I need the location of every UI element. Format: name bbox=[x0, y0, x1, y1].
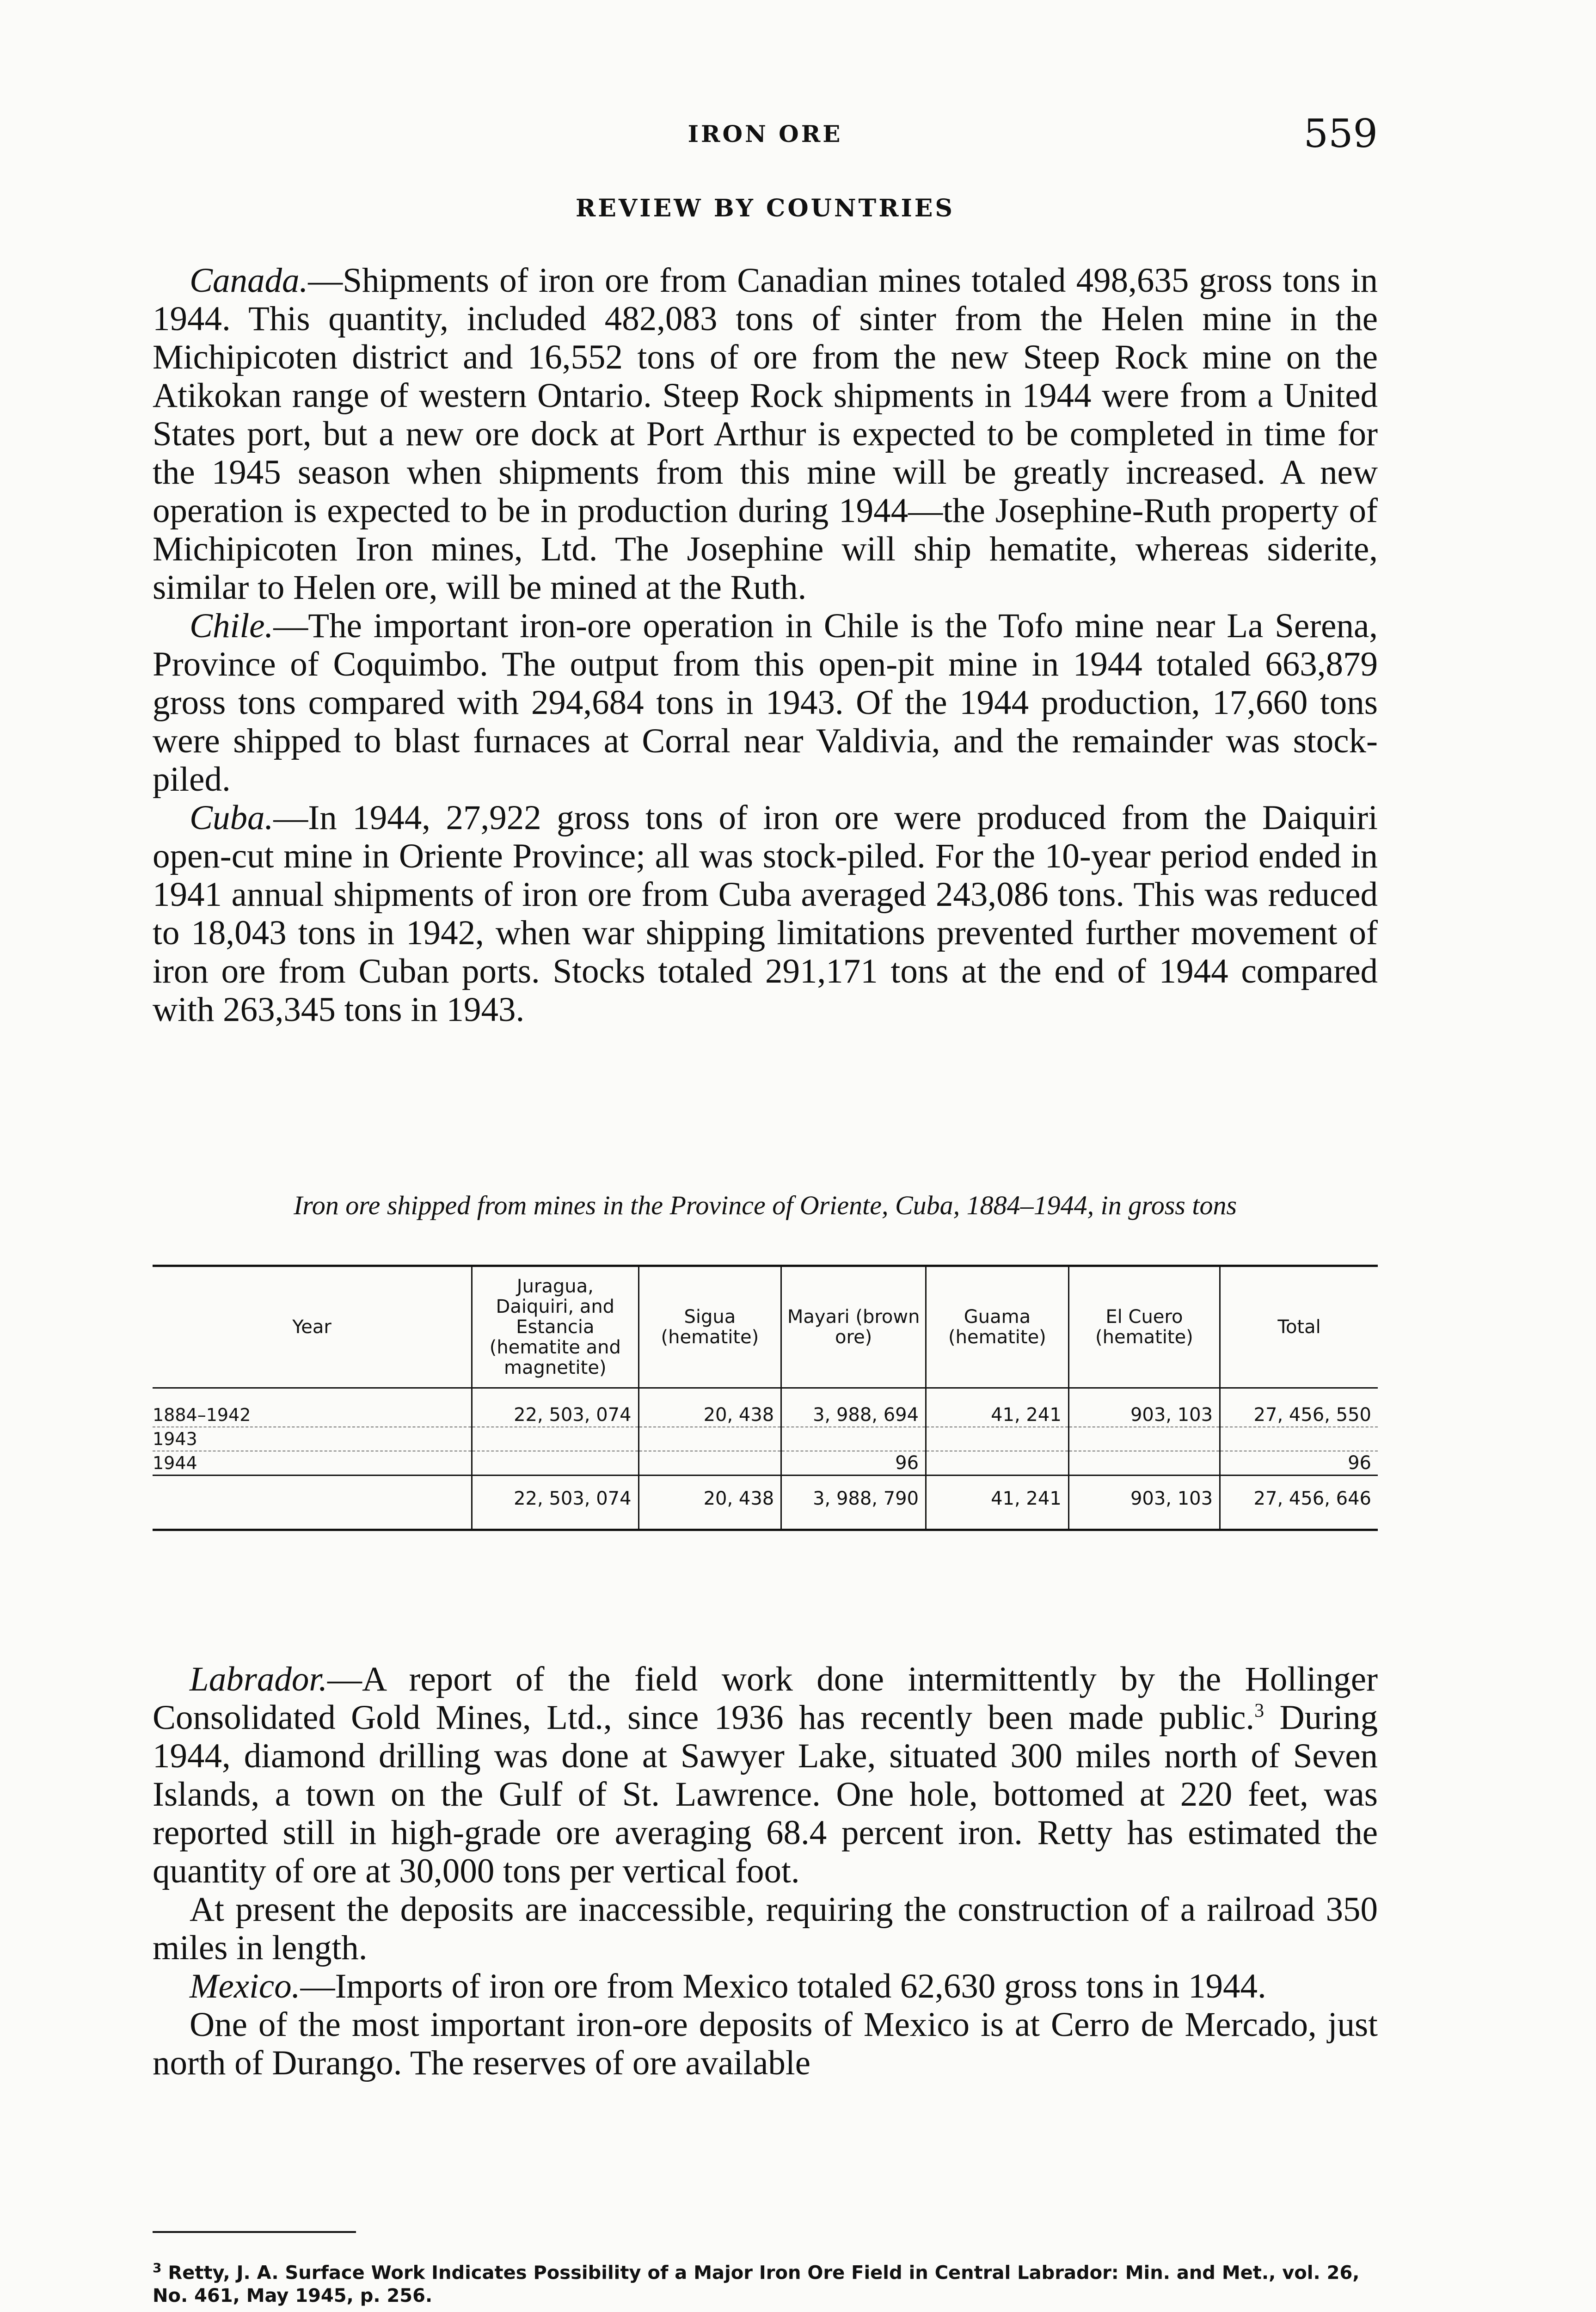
lead-chile: Chile. bbox=[190, 607, 274, 645]
footnote bbox=[153, 2257, 1378, 2307]
page-header bbox=[153, 111, 1378, 162]
table-header-row bbox=[153, 1266, 1378, 1388]
header-juragua: Juragua, Daiquiri, and Estancia (hematite and magnetite) bbox=[472, 1266, 638, 1388]
text-mexico-deposits: One of the most important iron-ore deposits of Mexico is at Cerro de Mercado, just north of Durango. The reserves of ore available bbox=[153, 2005, 1378, 2082]
lead-mexico: Mexico. bbox=[190, 1967, 301, 2005]
cell-sigua: 20, 438 bbox=[638, 1476, 781, 1530]
cell-total: 27, 456, 646 bbox=[1220, 1476, 1378, 1530]
footnote-divider bbox=[153, 2231, 356, 2233]
text-mexico: —Imports of iron ore from Mexico totaled 62,630 gross tons in 1944. bbox=[300, 1967, 1266, 2005]
lead-labrador: Labrador. bbox=[190, 1660, 328, 1698]
paragraph-cuba bbox=[153, 799, 1378, 1029]
cell-el-cuero: 903, 103 bbox=[1068, 1388, 1220, 1427]
text-labrador-2: During 1944, diamond drilling was done at Sawyer Lake, situated 300 miles north of Seven Islands, a town on the Gulf of St. Lawrence. One hole, bottomed at 220 feet, was reported still in high-grade ore averaging 68.4 percent iron. Retty has estimated the quantity of ore at 30,000 tons per vertical foot. bbox=[153, 1698, 1378, 1890]
paragraph-labrador bbox=[153, 1660, 1378, 1890]
cell-juragua bbox=[472, 1451, 638, 1476]
header-sigua: Sigua (hematite) bbox=[638, 1266, 781, 1388]
cell-total bbox=[1220, 1427, 1378, 1451]
header-guama: Guama (hematite) bbox=[926, 1266, 1069, 1388]
cell-mayari: 96 bbox=[781, 1451, 926, 1476]
cell-guama: 41, 241 bbox=[926, 1388, 1069, 1427]
text-cuba: —In 1944, 27,922 gross tons of iron ore were produced from the Daiquiri open-cut mine in Oriente Province; all was stock-piled. For the 10-year period ended in 1941 annual shipments of iron ore from Cuba averaged 243,086 tons. This was reduced to 18,043 tons in 1942, when war shipping limitations prevented further movement of iron ore from Cuban ports. Stocks totaled 291,171 tons at the end of 1944 compared with 263,345 tons in 1943. bbox=[153, 799, 1378, 1029]
table-caption: Iron ore shipped from mines in the Province of Oriente, Cuba, 1884–1944, in gross tons bbox=[293, 1190, 1237, 1220]
running-head: IRON ORE bbox=[688, 120, 843, 148]
cell-sigua bbox=[638, 1451, 781, 1476]
section-heading: REVIEW BY COUNTRIES bbox=[576, 194, 955, 222]
header-mayari: Mayari (brown ore) bbox=[781, 1266, 926, 1388]
paragraph-canada bbox=[153, 261, 1378, 607]
table-row bbox=[153, 1388, 1378, 1427]
cell-juragua bbox=[472, 1427, 638, 1451]
lead-canada: Canada. bbox=[190, 261, 308, 300]
cell-guama bbox=[926, 1427, 1069, 1451]
table-total-row bbox=[153, 1476, 1378, 1530]
cell-mayari: 3, 988, 790 bbox=[781, 1476, 926, 1530]
cell-juragua: 22, 503, 074 bbox=[472, 1388, 638, 1427]
cell-mayari: 3, 988, 694 bbox=[781, 1388, 926, 1427]
footnote-marker: 3 bbox=[153, 2260, 162, 2275]
paragraph-mexico bbox=[153, 1967, 1378, 2005]
paragraph-chile bbox=[153, 607, 1378, 799]
cell-mayari bbox=[781, 1427, 926, 1451]
text-block-bottom bbox=[153, 1660, 1378, 2082]
cell-juragua: 22, 503, 074 bbox=[472, 1476, 638, 1530]
paragraph-mexico-deposits bbox=[153, 2005, 1378, 2082]
header-year: Year bbox=[153, 1266, 472, 1388]
text-canada: —Shipments of iron ore from Canadian mines totaled 498,635 gross tons in 1944. This quantity, included 482,083 tons of sinter from the Helen mine in the Michipicoten district and 16,552 tons of ore from the new Steep Rock mine on the Atikokan range of western Ontario. Steep Rock shipments in 1944 were from a United States port, but a new ore dock at Port Arthur is expected to be completed in time for the 1945 season when shipments from this mine will be greatly increased. A new operation is expected to be in production during 1944—the Josephine-Ruth property of Michipicoten Iron mines, Ltd. The Josephine will ship hematite, whereas siderite, similar to Helen ore, will be mined at the Ruth. bbox=[153, 261, 1378, 607]
text-labrador-1: —A report of the field work done intermittently by the Hollinger Consolidated Gold Mines, Ltd., since 1936 has recently been made public. bbox=[153, 1660, 1378, 1737]
paragraph-labrador-access bbox=[153, 1890, 1378, 1967]
lead-cuba: Cuba. bbox=[190, 799, 274, 837]
cell-year bbox=[153, 1476, 472, 1530]
cell-year: 1884–1942 bbox=[153, 1388, 472, 1427]
text-chile: —The important iron-ore operation in Chile is the Tofo mine near La Serena, Province of Coquimbo. The output from this open-pit mine in 1944 totaled 663,879 gross tons compared with 294,684 tons in 1943. Of the 1944 production, 17,660 tons were shipped to blast furnaces at Corral near Valdivia, and the remainder was stock-piled. bbox=[153, 607, 1378, 799]
text-block-top bbox=[153, 261, 1378, 1029]
cell-total: 27, 456, 550 bbox=[1220, 1388, 1378, 1427]
cell-year: 1944 bbox=[153, 1451, 472, 1476]
cell-sigua bbox=[638, 1427, 781, 1451]
cell-guama: 41, 241 bbox=[926, 1476, 1069, 1530]
page-number: 559 bbox=[1303, 111, 1378, 156]
table-row bbox=[153, 1427, 1378, 1451]
footnote-text: Retty, J. A. Surface Work Indicates Possibility of a Major Iron Ore Field in Central Labrador: Min. and Met., vol. 26, No. 461, May 1945, p. 256. bbox=[153, 2262, 1360, 2307]
text-labrador-access: At present the deposits are inaccessible, requiring the construction of a railroad 350 miles in length. bbox=[153, 1890, 1378, 1967]
header-el-cuero: El Cuero (hematite) bbox=[1068, 1266, 1220, 1388]
cell-el-cuero: 903, 103 bbox=[1068, 1476, 1220, 1530]
footnote-reference: 3 bbox=[1254, 1700, 1265, 1722]
cell-el-cuero bbox=[1068, 1427, 1220, 1451]
cell-year: 1943 bbox=[153, 1427, 472, 1451]
cell-sigua: 20, 438 bbox=[638, 1388, 781, 1427]
table-row bbox=[153, 1451, 1378, 1476]
cell-el-cuero bbox=[1068, 1451, 1220, 1476]
ore-shipment-table bbox=[153, 1265, 1378, 1531]
cell-guama bbox=[926, 1451, 1069, 1476]
cell-total: 96 bbox=[1220, 1451, 1378, 1476]
header-total: Total bbox=[1220, 1266, 1378, 1388]
